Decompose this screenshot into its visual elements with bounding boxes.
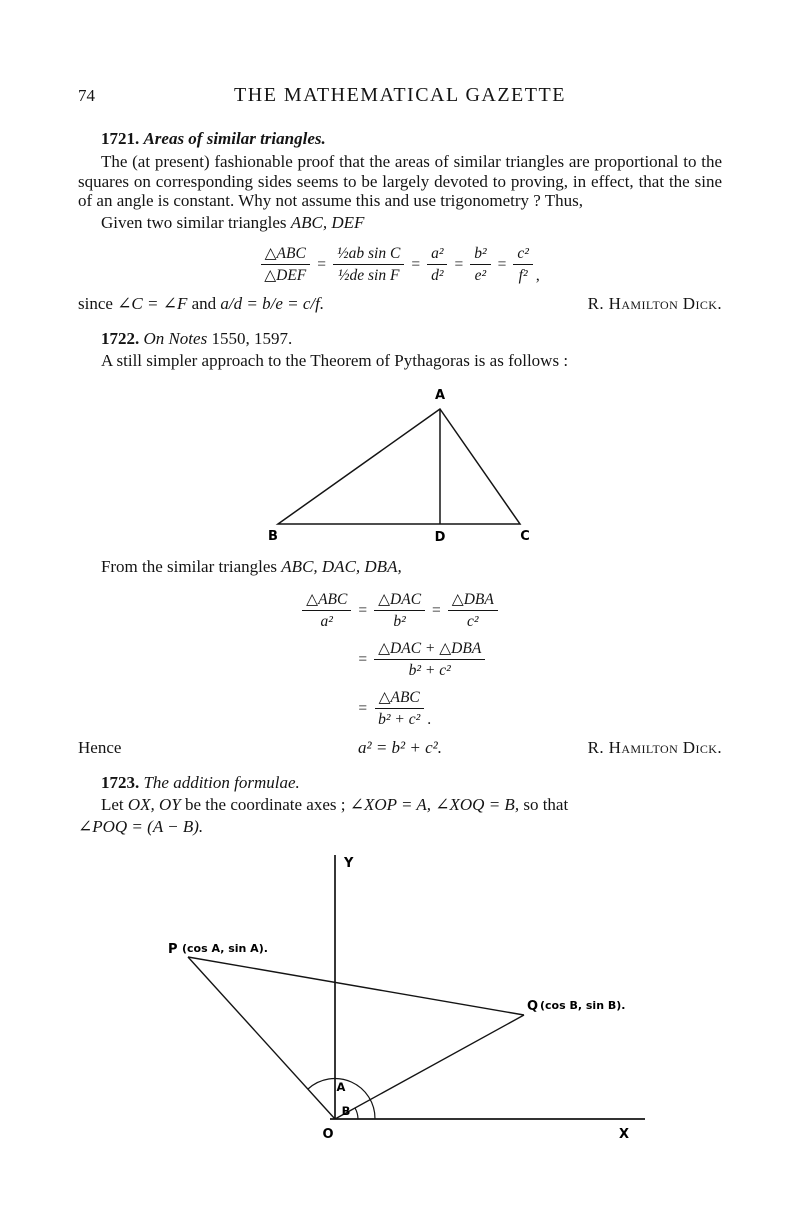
fraction-a2-d2 <box>427 245 447 284</box>
note-1721-heading <box>78 129 722 149</box>
fraction-numerator: △ABC <box>261 245 310 265</box>
triangle-outline <box>278 409 520 524</box>
angle-A-label: A <box>336 1079 346 1094</box>
fraction-denominator: e² <box>474 266 487 284</box>
given-text: Given two similar triangles <box>100 213 291 233</box>
fraction-denominator: d² <box>431 266 444 284</box>
note-1721-formula <box>78 245 722 284</box>
page-header <box>78 84 722 107</box>
author-signature: R. Hamilton Dick. <box>587 293 722 313</box>
vertex-label-A: A <box>434 388 446 404</box>
fraction-denominator: b² + c² <box>378 710 421 728</box>
fraction-abc-a2 <box>302 591 351 630</box>
point-Q-label: Q <box>527 998 539 1014</box>
given-math: ABC, DEF <box>290 213 365 233</box>
note-1722-number: 1722. <box>100 328 140 348</box>
line-PQ <box>188 957 524 1015</box>
note-1722-footer <box>78 738 722 758</box>
note-1722 <box>78 329 722 758</box>
fraction-numerator: a² <box>427 245 447 265</box>
fraction-numerator: ½ab sin C <box>333 245 404 265</box>
fraction-c2-f2 <box>513 245 533 284</box>
note-1723 <box>78 773 722 1151</box>
equals-sign: = <box>432 601 441 619</box>
note-1721-given-line <box>78 213 722 233</box>
fraction-denominator: ½de sin F <box>337 266 400 284</box>
fraction-denominator: f² <box>518 266 528 284</box>
author-signature: R. Hamilton Dick. <box>587 738 722 758</box>
note-1722-formula <box>78 591 722 728</box>
note-1721-footer <box>78 294 722 314</box>
formula-line1-right <box>351 591 497 630</box>
angles-math: ∠XOP = A, ∠XOQ = B, <box>349 795 520 815</box>
trailing-comma: , <box>535 266 540 284</box>
fraction-numerator: △DAC <box>374 591 425 611</box>
formula-line3-right <box>351 689 431 728</box>
since-math-angles: ∠C = ∠F <box>117 293 188 313</box>
formula-line1-left <box>302 591 351 630</box>
note-1723-line1 <box>78 795 722 815</box>
fraction-abc-def <box>260 245 310 284</box>
note-1722-title-rest: 1550, 1597. <box>207 328 293 348</box>
y-axis-label: Y <box>344 855 354 871</box>
vertex-label-C: C <box>520 529 530 545</box>
point-Q-coordinates: (cos B, sin B). <box>540 998 626 1012</box>
fraction-denominator: a² <box>320 612 333 630</box>
fraction-numerator: △DBA <box>448 591 498 611</box>
note-1722-heading <box>78 329 722 349</box>
fraction-b2-e2 <box>470 245 490 284</box>
equals-sign: = <box>358 601 368 619</box>
since-math-ratios: a/d = b/e = c/f. <box>220 293 325 313</box>
axes-text: be the coordinate axes ; <box>180 795 350 815</box>
note-1721-title: Areas of similar triangles. <box>143 129 326 149</box>
fraction-absin <box>333 245 404 284</box>
fraction-abc-b2c2 <box>374 689 424 728</box>
equals-sign: = <box>497 255 507 273</box>
from-math: ABC, DAC, DBA, <box>281 557 402 577</box>
fraction-numerator: b² <box>470 245 490 265</box>
equals-sign: = <box>411 255 421 273</box>
let-text: Let <box>100 795 128 815</box>
addition-formula-figure <box>78 849 722 1151</box>
fraction-sum <box>374 640 485 679</box>
angle-B-label: B <box>341 1103 351 1118</box>
fraction-denominator: b² <box>393 612 406 630</box>
fraction-numerator: △DAC + △DBA <box>374 640 485 660</box>
hence-equation: a² = b² + c². <box>357 738 443 758</box>
fraction-numerator: c² <box>513 245 533 265</box>
equals-sign: = <box>358 650 368 668</box>
note-1723-title: The addition formulae. <box>143 772 300 792</box>
since-line <box>78 294 324 314</box>
fraction-denominator: c² <box>467 612 479 630</box>
note-1721 <box>78 129 722 313</box>
equals-sign: = <box>358 699 368 717</box>
note-1723-number: 1723. <box>100 772 140 792</box>
fraction-dba-c2 <box>448 591 498 630</box>
x-axis-label: X <box>619 1126 630 1142</box>
trailing-period: . <box>427 710 432 728</box>
fraction-numerator: △ABC <box>375 689 424 709</box>
note-1723-line2: ∠POQ = (A − B). <box>78 817 204 837</box>
fraction-dac-b2 <box>374 591 425 630</box>
equals-sign: = <box>317 255 327 273</box>
point-P-label: P <box>168 941 178 957</box>
since-text: since <box>78 293 118 313</box>
equals-sign: = <box>454 255 464 273</box>
fraction-denominator: b² + c² <box>408 661 451 679</box>
origin-label: O <box>322 1126 334 1142</box>
journal-title: THE MATHEMATICAL GAZETTE <box>234 84 566 106</box>
note-1722-from-line <box>78 557 722 577</box>
hence-label: Hence <box>78 738 122 758</box>
line-OQ <box>335 1015 524 1119</box>
formula-line2-right <box>351 640 485 679</box>
fraction-denominator: △DEF <box>264 266 307 284</box>
fraction-numerator: △ABC <box>302 591 351 611</box>
page-number: 74 <box>78 86 95 105</box>
foot-label-D: D <box>434 530 446 546</box>
from-text: From the similar triangles <box>100 557 282 577</box>
note-1723-heading <box>78 773 722 793</box>
so-that-text: so that <box>519 795 569 815</box>
coordinate-axes-diagram <box>78 849 720 1151</box>
triangle-diagram <box>78 383 720 551</box>
pythagoras-triangle-figure <box>78 383 722 551</box>
note-1722-title-italic: On Notes <box>143 328 208 348</box>
note-1721-body: The (at present) fashionable proof that the areas of similar triangles are proportional to the squares on corresponding sides seems to be largely devoted to proving, in effect, that the sine of an angle is constant. Why not assume this and use trigonometry ? Thus, <box>78 151 722 211</box>
angle-B-arc <box>355 1108 358 1119</box>
note-1721-number: 1721. <box>100 129 140 149</box>
axes-math: OX, OY <box>127 795 181 815</box>
line-OP <box>188 957 335 1119</box>
since-and: and <box>187 293 221 313</box>
note-1722-intro: A still simpler approach to the Theorem of Pythagoras is as follows : <box>100 351 569 371</box>
vertex-label-B: B <box>268 529 278 545</box>
point-P-coordinates: (cos A, sin A). <box>182 941 268 955</box>
